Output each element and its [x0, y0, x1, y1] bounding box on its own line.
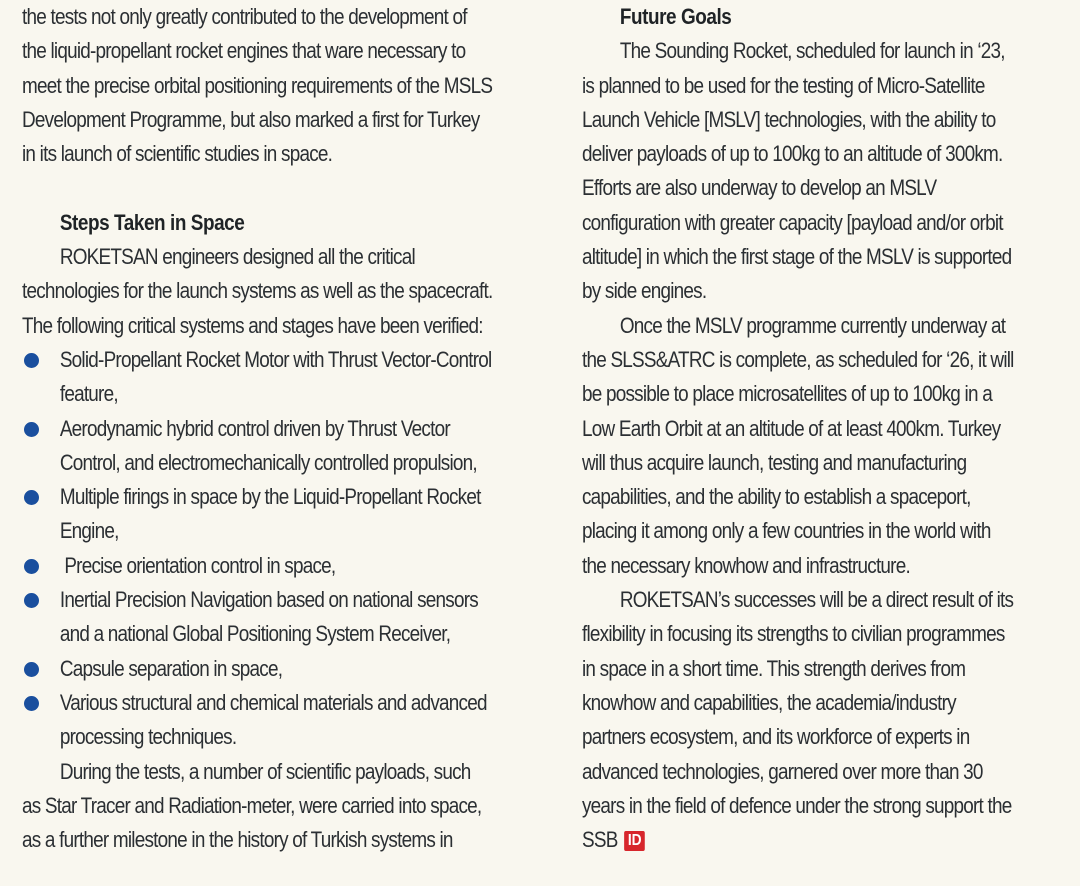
- body-line: will thus acquire launch, testing and manufacturing: [582, 449, 967, 475]
- body-line: flexibility in focusing its strengths to civilian programmes: [582, 621, 1005, 647]
- body-line: technologies for the launch systems as well as the spacecraft.: [22, 278, 493, 304]
- spacer: [22, 171, 478, 205]
- bullet-text: processing techniques.: [59, 724, 237, 750]
- section-heading-future-goals: Future Goals: [619, 4, 732, 29]
- body-line: Launch Vehicle [MSLV] technologies, with the ability to: [582, 106, 996, 132]
- body-line: as Star Tracer and Radiation-meter, were carried into space,: [22, 792, 482, 818]
- body-line: in space in a short time. This strength derives from: [582, 655, 966, 681]
- body-line: Efforts are also underway to develop an MSLV: [582, 175, 937, 201]
- body-line: meet the precise orbital positioning requirements of the MSLS: [22, 72, 493, 98]
- body-line: altitude] in which the first stage of the MSLV is supported: [582, 244, 1012, 270]
- body-line: deliver payloads of up to 100kg to an altitude of 300km.: [582, 141, 1003, 167]
- body-line: knowhow and capabilities, the academia/industry: [582, 689, 956, 715]
- body-line: Low Earth Orbit at an altitude of at least 400km. Turkey: [582, 415, 1001, 441]
- final-line: [582, 823, 1003, 857]
- bullet-text: Solid-Propellant Rocket Motor with Thrust Vector-Control: [59, 346, 492, 372]
- body-line: be possible to place microsatellites of up to 100kg in a: [582, 381, 992, 407]
- body-line: by side engines.: [582, 278, 707, 304]
- body-line: During the tests, a number of scientific payloads, such: [59, 758, 471, 784]
- body-line: in its launch of scientific studies in space.: [22, 141, 333, 167]
- left-column: [22, 0, 552, 857]
- body-line: The following critical systems and stages have been verified:: [22, 312, 483, 338]
- body-line: the liquid-propellant rocket engines that ware necessary to: [22, 38, 466, 64]
- bullet-text: Multiple firings in space by the Liquid-Propellant Rocket: [59, 484, 481, 510]
- bullet-item: [22, 343, 552, 377]
- bullet-item: [22, 480, 552, 514]
- body-line: the tests not only greatly contributed to the development of: [22, 4, 467, 29]
- body-line: the necessary knowhow and infrastructure.: [582, 552, 910, 578]
- right-column: [582, 0, 1072, 857]
- body-line: partners ecosystem, and its workforce of experts in: [582, 724, 970, 750]
- body-line: Once the MSLV programme currently underway at: [619, 312, 1006, 338]
- bullet-text: Aerodynamic hybrid control driven by Thrust Vector: [59, 415, 450, 441]
- body-line: the SLSS&ATRC is complete, as scheduled for ‘26, it will: [582, 346, 1014, 372]
- body-line: ROKETSAN engineers designed all the critical: [59, 244, 415, 270]
- final-line-text: SSB: [582, 827, 618, 853]
- body-line: years in the field of defence under the strong support the: [582, 792, 1012, 818]
- section-heading-steps: Steps Taken in Space: [59, 209, 245, 235]
- bullet-text: Engine,: [59, 518, 119, 544]
- publication-logo: ID: [624, 831, 645, 851]
- bullet-text: Control, and electromechanically controlled propulsion,: [59, 449, 477, 475]
- bullet-text: feature,: [59, 381, 118, 407]
- body-line: capabilities, and the ability to establish a spaceport,: [582, 484, 971, 510]
- body-line: is planned to be used for the testing of Micro-Satellite: [582, 72, 985, 98]
- body-line: placing it among only a few countries in the world with: [582, 518, 991, 544]
- body-line: configuration with greater capacity [payload and/or orbit: [582, 209, 1003, 235]
- body-line: Development Programme, but also marked a first for Turkey: [22, 106, 480, 132]
- bullet-item: [22, 412, 552, 446]
- body-line: ROKETSAN’s successes will be a direct result of its: [619, 587, 1014, 613]
- body-line: advanced technologies, garnered over more than 30: [582, 758, 983, 784]
- bullet-item: [22, 686, 552, 720]
- body-line: The Sounding Rocket, scheduled for launch in ‘23,: [619, 38, 1005, 64]
- bullet-item: [22, 652, 552, 686]
- bullet-text: Capsule separation in space,: [59, 655, 283, 681]
- bullet-text: Precise orientation control in space,: [59, 552, 336, 578]
- bullet-item: [22, 583, 552, 617]
- bullet-text: Inertial Precision Navigation based on national sensors: [59, 587, 478, 613]
- bullet-text: Various structural and chemical materials and advanced: [59, 689, 487, 715]
- bullet-text: and a national Global Positioning System Receiver,: [59, 621, 451, 647]
- body-line: as a further milestone in the history of Turkish systems in: [22, 827, 453, 853]
- bullet-item: [22, 549, 552, 583]
